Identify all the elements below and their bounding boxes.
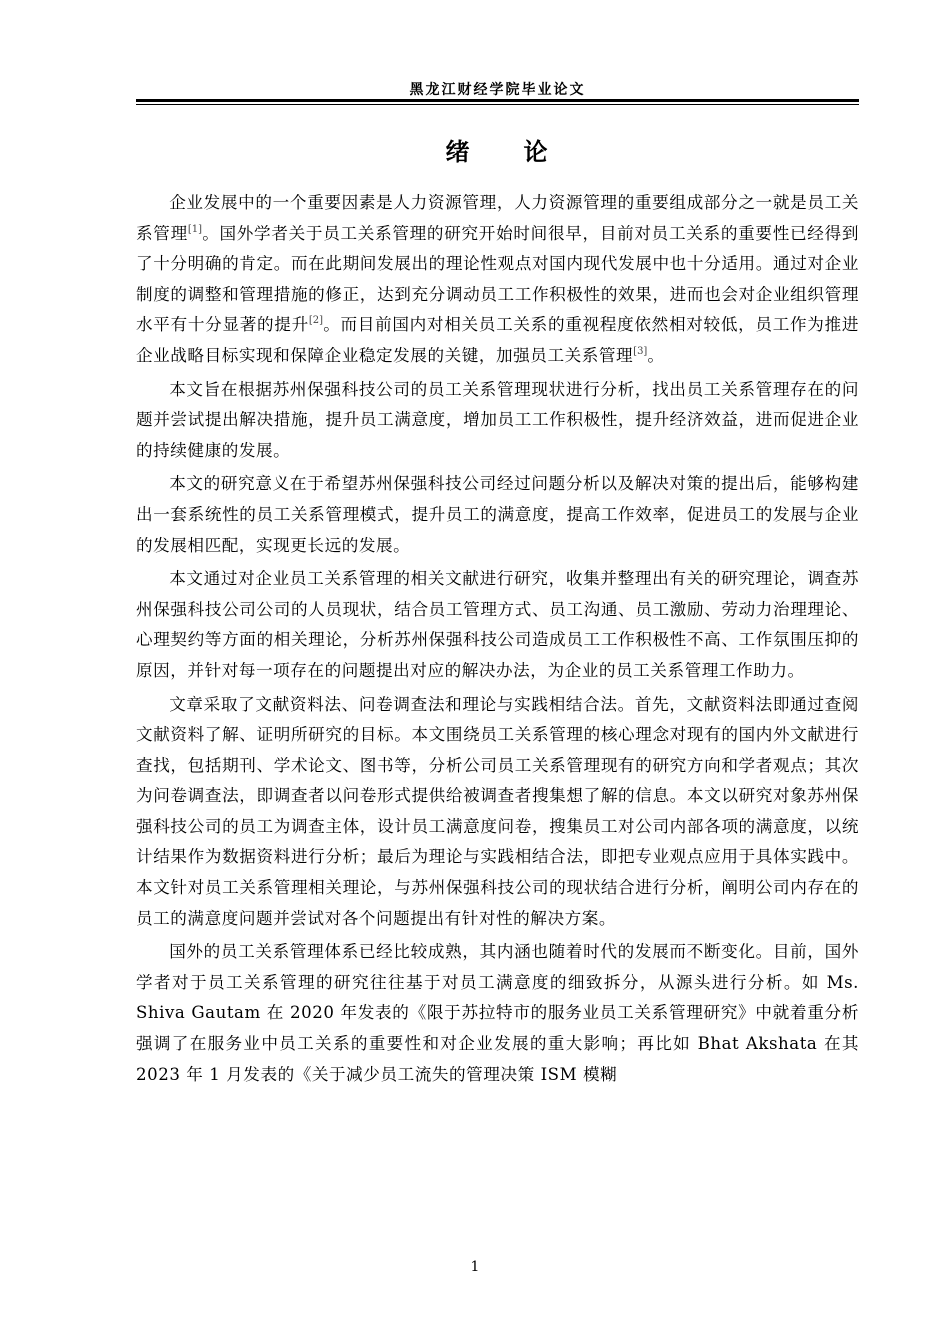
paragraph-text: 文章采取了文献资料法、问卷调查法和理论与实践相结合法。首先，文献资料法即通过查阅文献资料了解、证明所研究的目标。本文围绕员工关系管理的核心理念对现有的国内外文献进行查找，包括期刊、学术论文、图书等，分析公司员工关系管理现有的研究方向和学者观点；其次为问卷调查法，即调查者以问卷形式提供给被调查者搜集想了解的信息。本文以研究对象苏州保强科技公司的员工为调查主体，设计员工满意度问卷，搜集员工对公司内部各项的满意度，以统计结果作为数据资料进行分析；最后为理论与实践相结合法，即把专业观点应用于具体实践中。本文针对员工关系管理相关理论，与苏州保强科技公司的现状结合进行分析，阐明公司内存在的员工的满意度问题并尝试对各个问题提出有针对性的解决方案。 <box>136 694 859 928</box>
paragraph-text: 企业发展中的一个重要因素是人力资源管理，人力资源管理的重要组成部分之一就是员工关系管理 <box>136 193 859 243</box>
citation-marker: [3] <box>633 345 648 357</box>
body-paragraph <box>136 469 859 561</box>
paragraph-text: 国外的员工关系管理体系已经比较成熟，其内涵也随着时代的发展而不断变化。目前，国外学者对于员工关系管理的研究往往基于对员工满意度的细致拆分，从源头进行分析。如 Ms. Shiva Gautam 在 2020 年发表的《限于苏拉特市的服务业员工关系管理研究》中就着重分析强调了在服务业中员工关系的重要性和对企业发展的重大影响；再比如 Bhat Akshata 在其 2023 年 1 月发表的《关于减少员工流失的管理决策 ISM 模糊 <box>136 942 859 1084</box>
paragraph-text: 本文旨在根据苏州保强科技公司的员工关系管理现状进行分析，找出员工关系管理存在的问题并尝试提出解决措施，提升员工满意度，增加员工工作积极性，提升经济效益，进而促进企业的持续健康的发展。 <box>136 379 859 460</box>
chapter-title: 绪 论 <box>445 138 550 166</box>
citation-marker: [1] <box>187 223 203 235</box>
body-paragraph <box>136 564 859 686</box>
running-header: 黑龙江财经学院毕业论文 <box>409 82 586 98</box>
header-rule-thick <box>136 99 859 102</box>
paragraph-text: 。而目前国内对相关员工关系的重视程度依然相对较低，员工作为推进企业战略目标实现和保障企业稳定发展的关键，加强员工关系管理 <box>136 315 859 365</box>
paragraph-text: 本文的研究意义在于希望苏州保强科技公司经过问题分析以及解决对策的提出后，能够构建出一套系统性的员工关系管理模式，提升员工的满意度，提高工作效率，促进员工的发展与企业的发展相匹配，实现更长远的发展。 <box>136 474 859 555</box>
paragraph-text: 。国外学者关于员工关系管理的研究开始时间很早，目前对员工关系的重要性已经得到了十分明确的肯定。而在此期间发展出的理论性观点对国内现代发展中也十分适用。通过对企业制度的调整和管理措施的修正，达到充分调动员工工作积极性的效果，进而也会对企业组织管理水平有十分显著的提升 <box>136 223 859 335</box>
header-rule-thin <box>136 104 859 105</box>
citation-marker: [2] <box>308 315 324 327</box>
body-paragraph <box>136 375 859 467</box>
page-number: 1 <box>470 1259 480 1275</box>
paragraph-text: 。 <box>647 345 665 365</box>
body-paragraph <box>136 937 859 1090</box>
paragraph-text: 本文通过对企业员工关系管理的相关文献进行研究，收集并整理出有关的研究理论，调查苏州保强科技公司公司的人员现状，结合员工管理方式、员工沟通、员工激励、劳动力治理理论、心理契约等方面的相关理论，分析苏州保强科技公司造成员工工作积极性不高、工作氛围压抑的原因，并针对每一项存在的问题提出对应的解决办法，为企业的员工关系管理工作助力。 <box>136 569 859 680</box>
body-text <box>136 188 859 1093</box>
body-paragraph <box>136 690 859 935</box>
body-paragraph <box>136 188 859 372</box>
